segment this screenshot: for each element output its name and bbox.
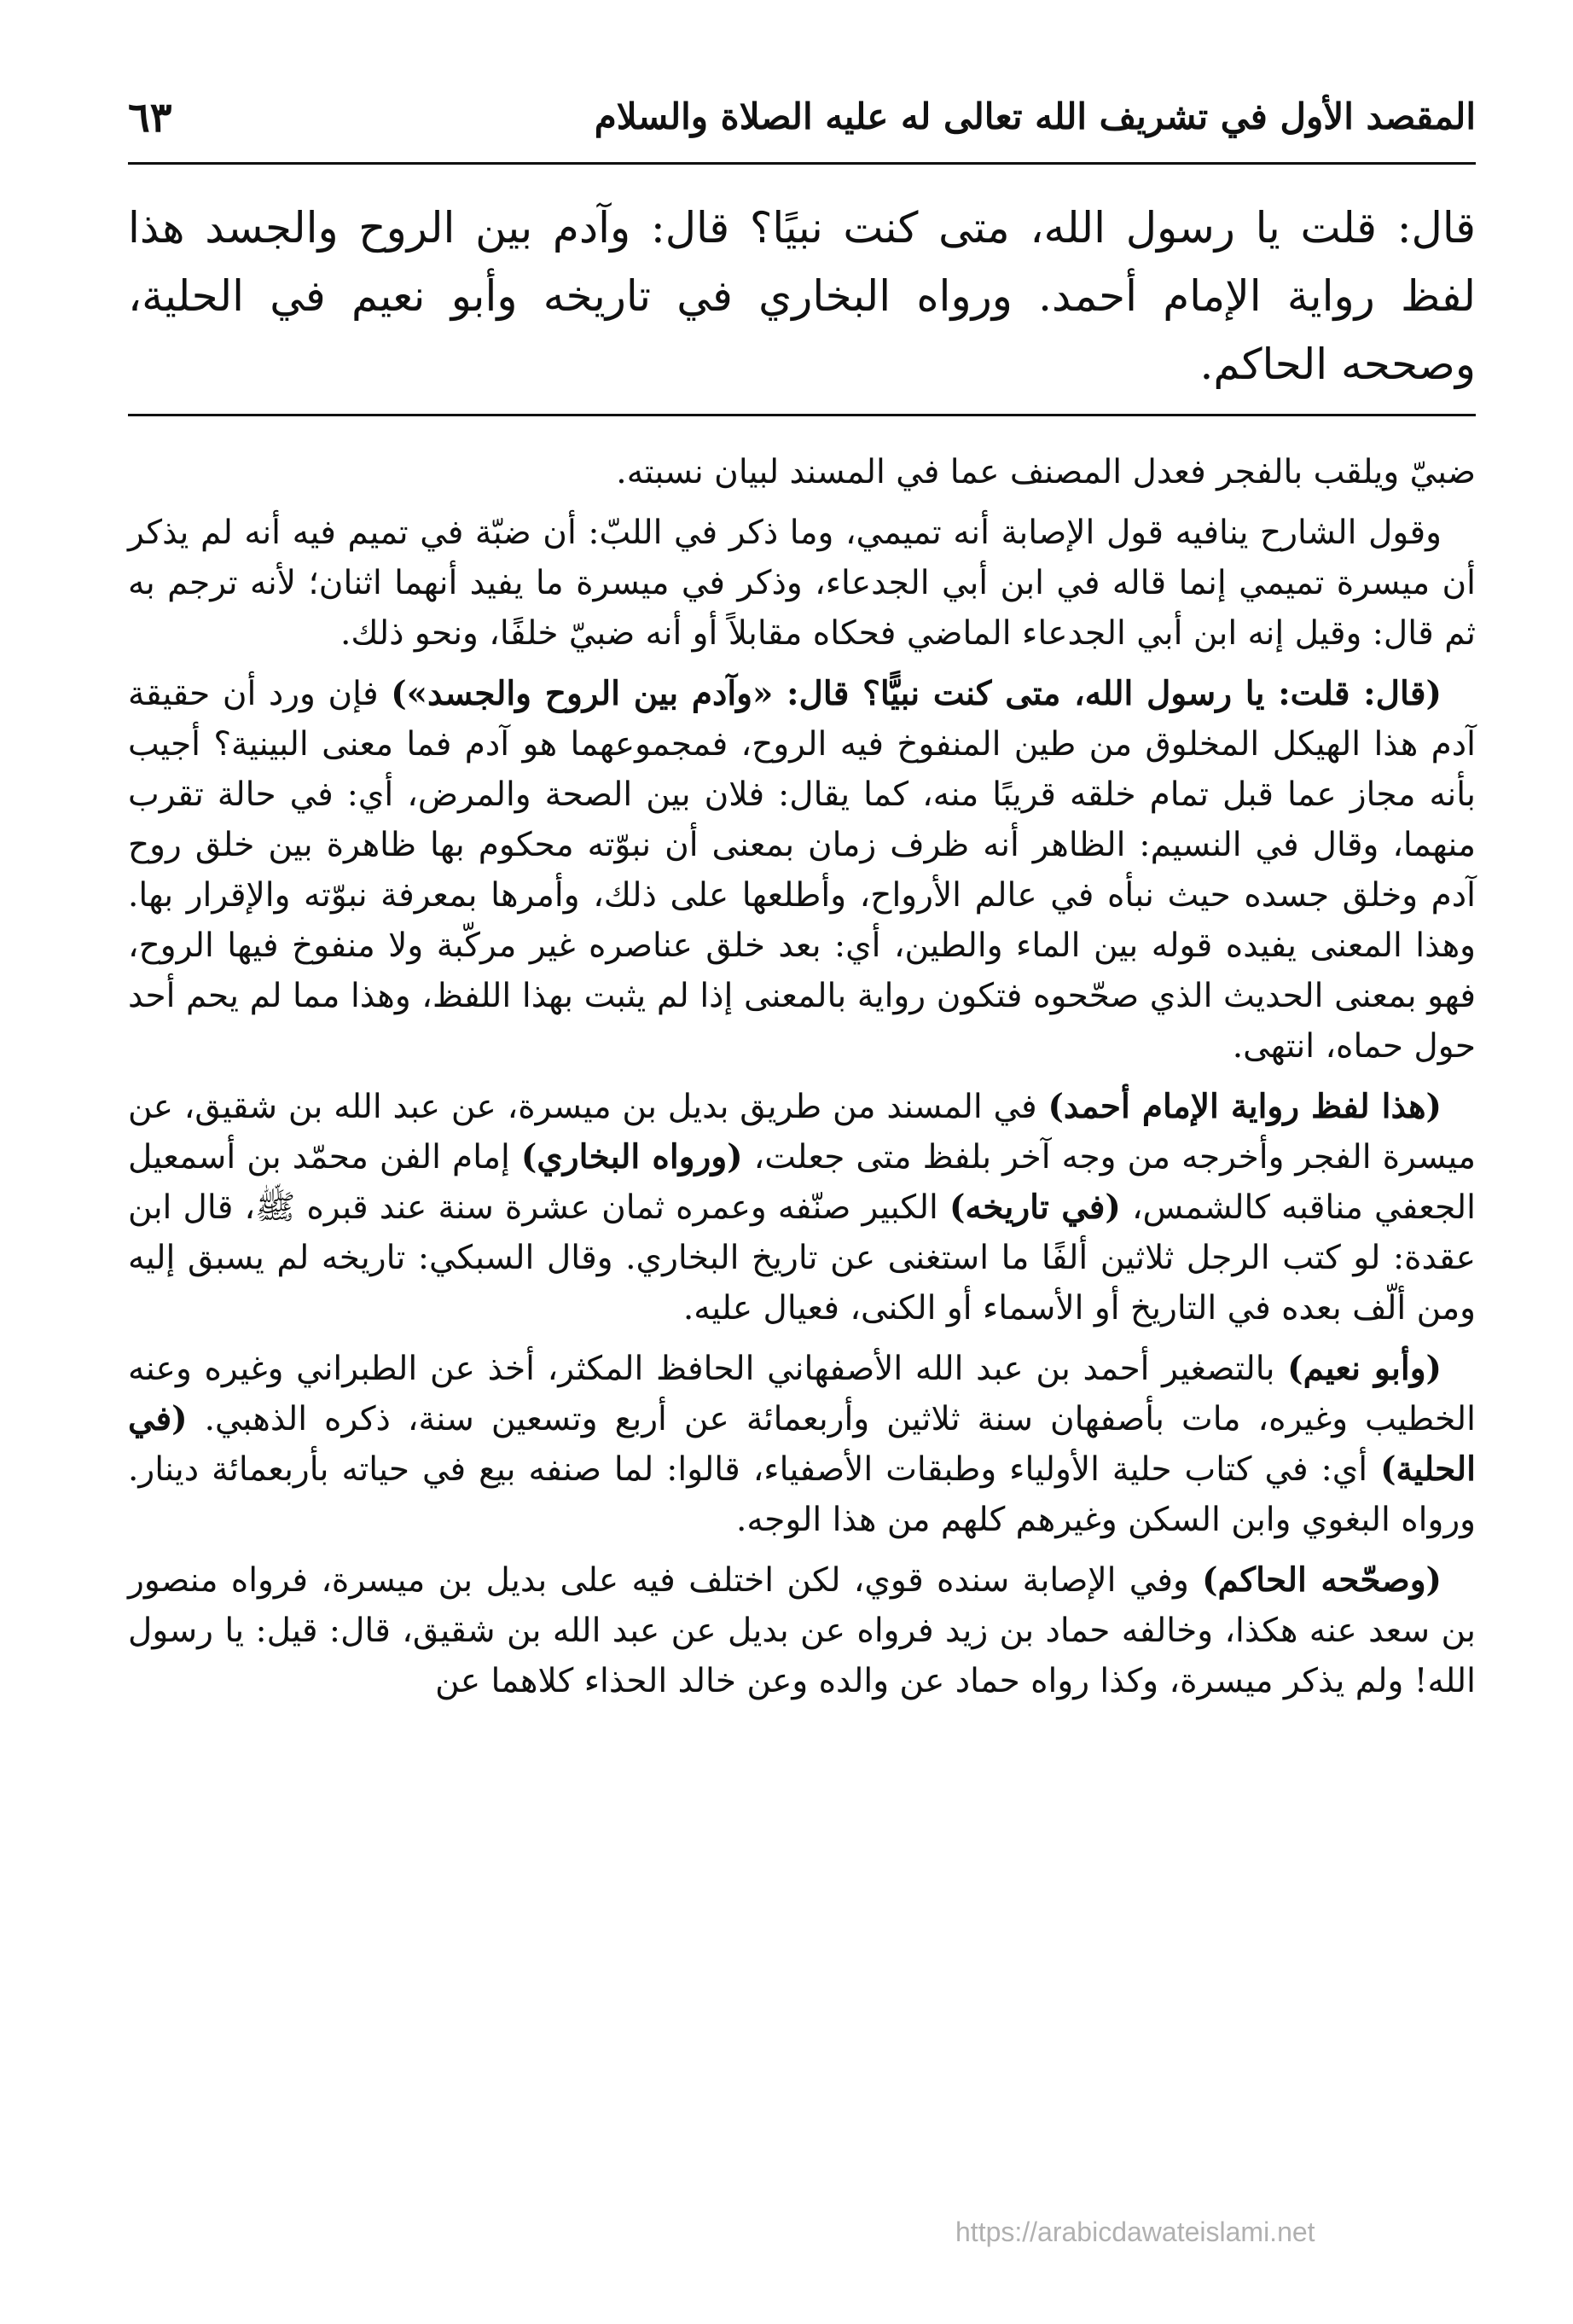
commentary-paragraph	[128, 1344, 1476, 1545]
matn-text: قال: قلت يا رسول الله، متى كنت نبيًا؟ قال: وآدم بين الروح والجسد هذا لفظ رواية الإمام أحمد. ورواه البخاري في تاريخه وأبو نعيم في الحلية، وصححه الحاكم.	[128, 194, 1476, 416]
commentary-paragraph	[128, 1555, 1476, 1706]
commentary-paragraph	[128, 508, 1476, 659]
commentary-paragraph	[128, 1082, 1476, 1333]
commentary-text: في المسند من طريق بديل بن ميسرة، عن عبد الله بن شقيق، عن ميسرة الفجر وأخرجه من وجه آخر بلفظ متى جعلت،	[128, 1088, 1477, 1177]
lemma-quote: (هذا لفظ رواية الإمام أحمد)	[1048, 1087, 1442, 1126]
book-page	[128, 85, 1476, 2269]
running-title: المقصد الأول في تشريف الله تعالى له عليه الصلاة والسلام	[594, 96, 1476, 137]
commentary-section	[128, 447, 1476, 1706]
lemma-quote: (في الحلية)	[128, 1399, 1476, 1489]
lemma-quote: (قال: قلت: يا رسول الله، متى كنت نبيًّا؟ قال: «وآدم بين الروح والجسد»)	[391, 674, 1442, 713]
commentary-text: ضبيّ ويلقب بالفجر فعدل المصنف عما في المسند لبيان نسبته.	[616, 453, 1476, 491]
commentary-text: وفي الإصابة سنده قوي، لكن اختلف فيه على بديل بن ميسرة، فرواه منصور بن سعد عنه هكذا، وخالفه حماد بن زيد فرواه عن بديل عن عبد الله بن شقيق، قال: قيل: يا رسول الله! ولم يذكر ميسرة، وكذا رواه حماد عن والده وعن خالد الحذاء كلاهما عن	[128, 1561, 1476, 1700]
commentary-paragraph	[128, 447, 1476, 497]
lemma-quote: (وأبو نعيم)	[1287, 1349, 1442, 1388]
commentary-paragraph	[128, 669, 1476, 1072]
commentary-text: فإن ورد أن حقيقة آدم هذا الهيكل المخلوق من طين المنفوخ فيه الروح، فمجموعهما هو آدم فما معنى البينية؟ أجيب بأنه مجاز عما قبل تمام خلقه قريبًا منه، كما يقال: فلان بين الصحة والمرض، أي: في حالة تقرب منهما، وقال في النسيم: الظاهر أنه ظرف زمان بمعنى أن نبوّته محكوم بها ظاهرة بين خلق روح آدم وخلق جسده حيث نبأه في عالم الأرواح، وأطلعها على ذلك، وأمرها بمعرفة نبوّته والإقرار بها. وهذا المعنى يفيده قوله بين الماء والطين، أي: بعد خلق عناصره غير مركّبة ولا منفوخ فيها الروح، فهو بمعنى الحديث الذي صحّحوه فتكون رواية بالمعنى إذا لم يثبت بهذا اللفظ، وهذا مما لم يحم أحد حول حماه، انتهى.	[128, 675, 1476, 1066]
commentary-text: أي: في كتاب حلية الأولياء وطبقات الأصفياء، قالوا: لما صنفه بيع في حياته بأربعمائة دينار. ورواه البغوي وابن السكن وغيرهم كلهم من هذا الوجه.	[128, 1450, 1476, 1539]
watermark-url: https://arabicdawateislami.net	[955, 2217, 1315, 2247]
page-number: ٦٣	[128, 94, 172, 142]
commentary-text: إمام الفن محمّد بن أسمعيل الجعفي مناقبه كالشمس،	[128, 1138, 1476, 1227]
commentary-text: الكبير صنّفه وعمره ثمان عشرة سنة عند قبره ﷺ، قال ابن عقدة: لو كتب الرجل ثلاثين ألفًا ما استغنى عن تاريخ البخاري. وقال السبكي: تاريخه لم يسبق إليه ومن ألّف بعده في التاريخ أو الأسماء أو الكنى، فعيال عليه.	[128, 1188, 1476, 1328]
page-header	[128, 85, 1476, 165]
lemma-quote: (ورواه البخاري)	[520, 1137, 743, 1177]
commentary-text: بالتصغير أحمد بن عبد الله الأصفهاني الحافظ المكثر، أخذ عن الطبراني وغيره وعنه الخطيب وغيره، مات بأصفهان سنة ثلاثين وأربعمائة عن أربع وتسعين سنة، ذكره الذهبي.	[128, 1350, 1476, 1438]
lemma-quote: (في تاريخه)	[949, 1188, 1121, 1227]
commentary-text: وقول الشارح ينافيه قول الإصابة أنه تميمي، وما ذكر في اللبّ: أن ضبّة في تميم فيه أنه لم يذكر أن ميسرة تميمي إنما قاله في ابن أبي الجدعاء، وذكر في ميسرة ما يفيد أنهما اثنان؛ لأنه ترجم به ثم قال: وقيل إنه ابن أبي الجدعاء الماضي فحكاه مقابلاً أو أنه ضبيّ خلفًا، ونحو ذلك.	[128, 514, 1476, 653]
lemma-quote: (وصحّحه الحاكم)	[1202, 1560, 1442, 1600]
